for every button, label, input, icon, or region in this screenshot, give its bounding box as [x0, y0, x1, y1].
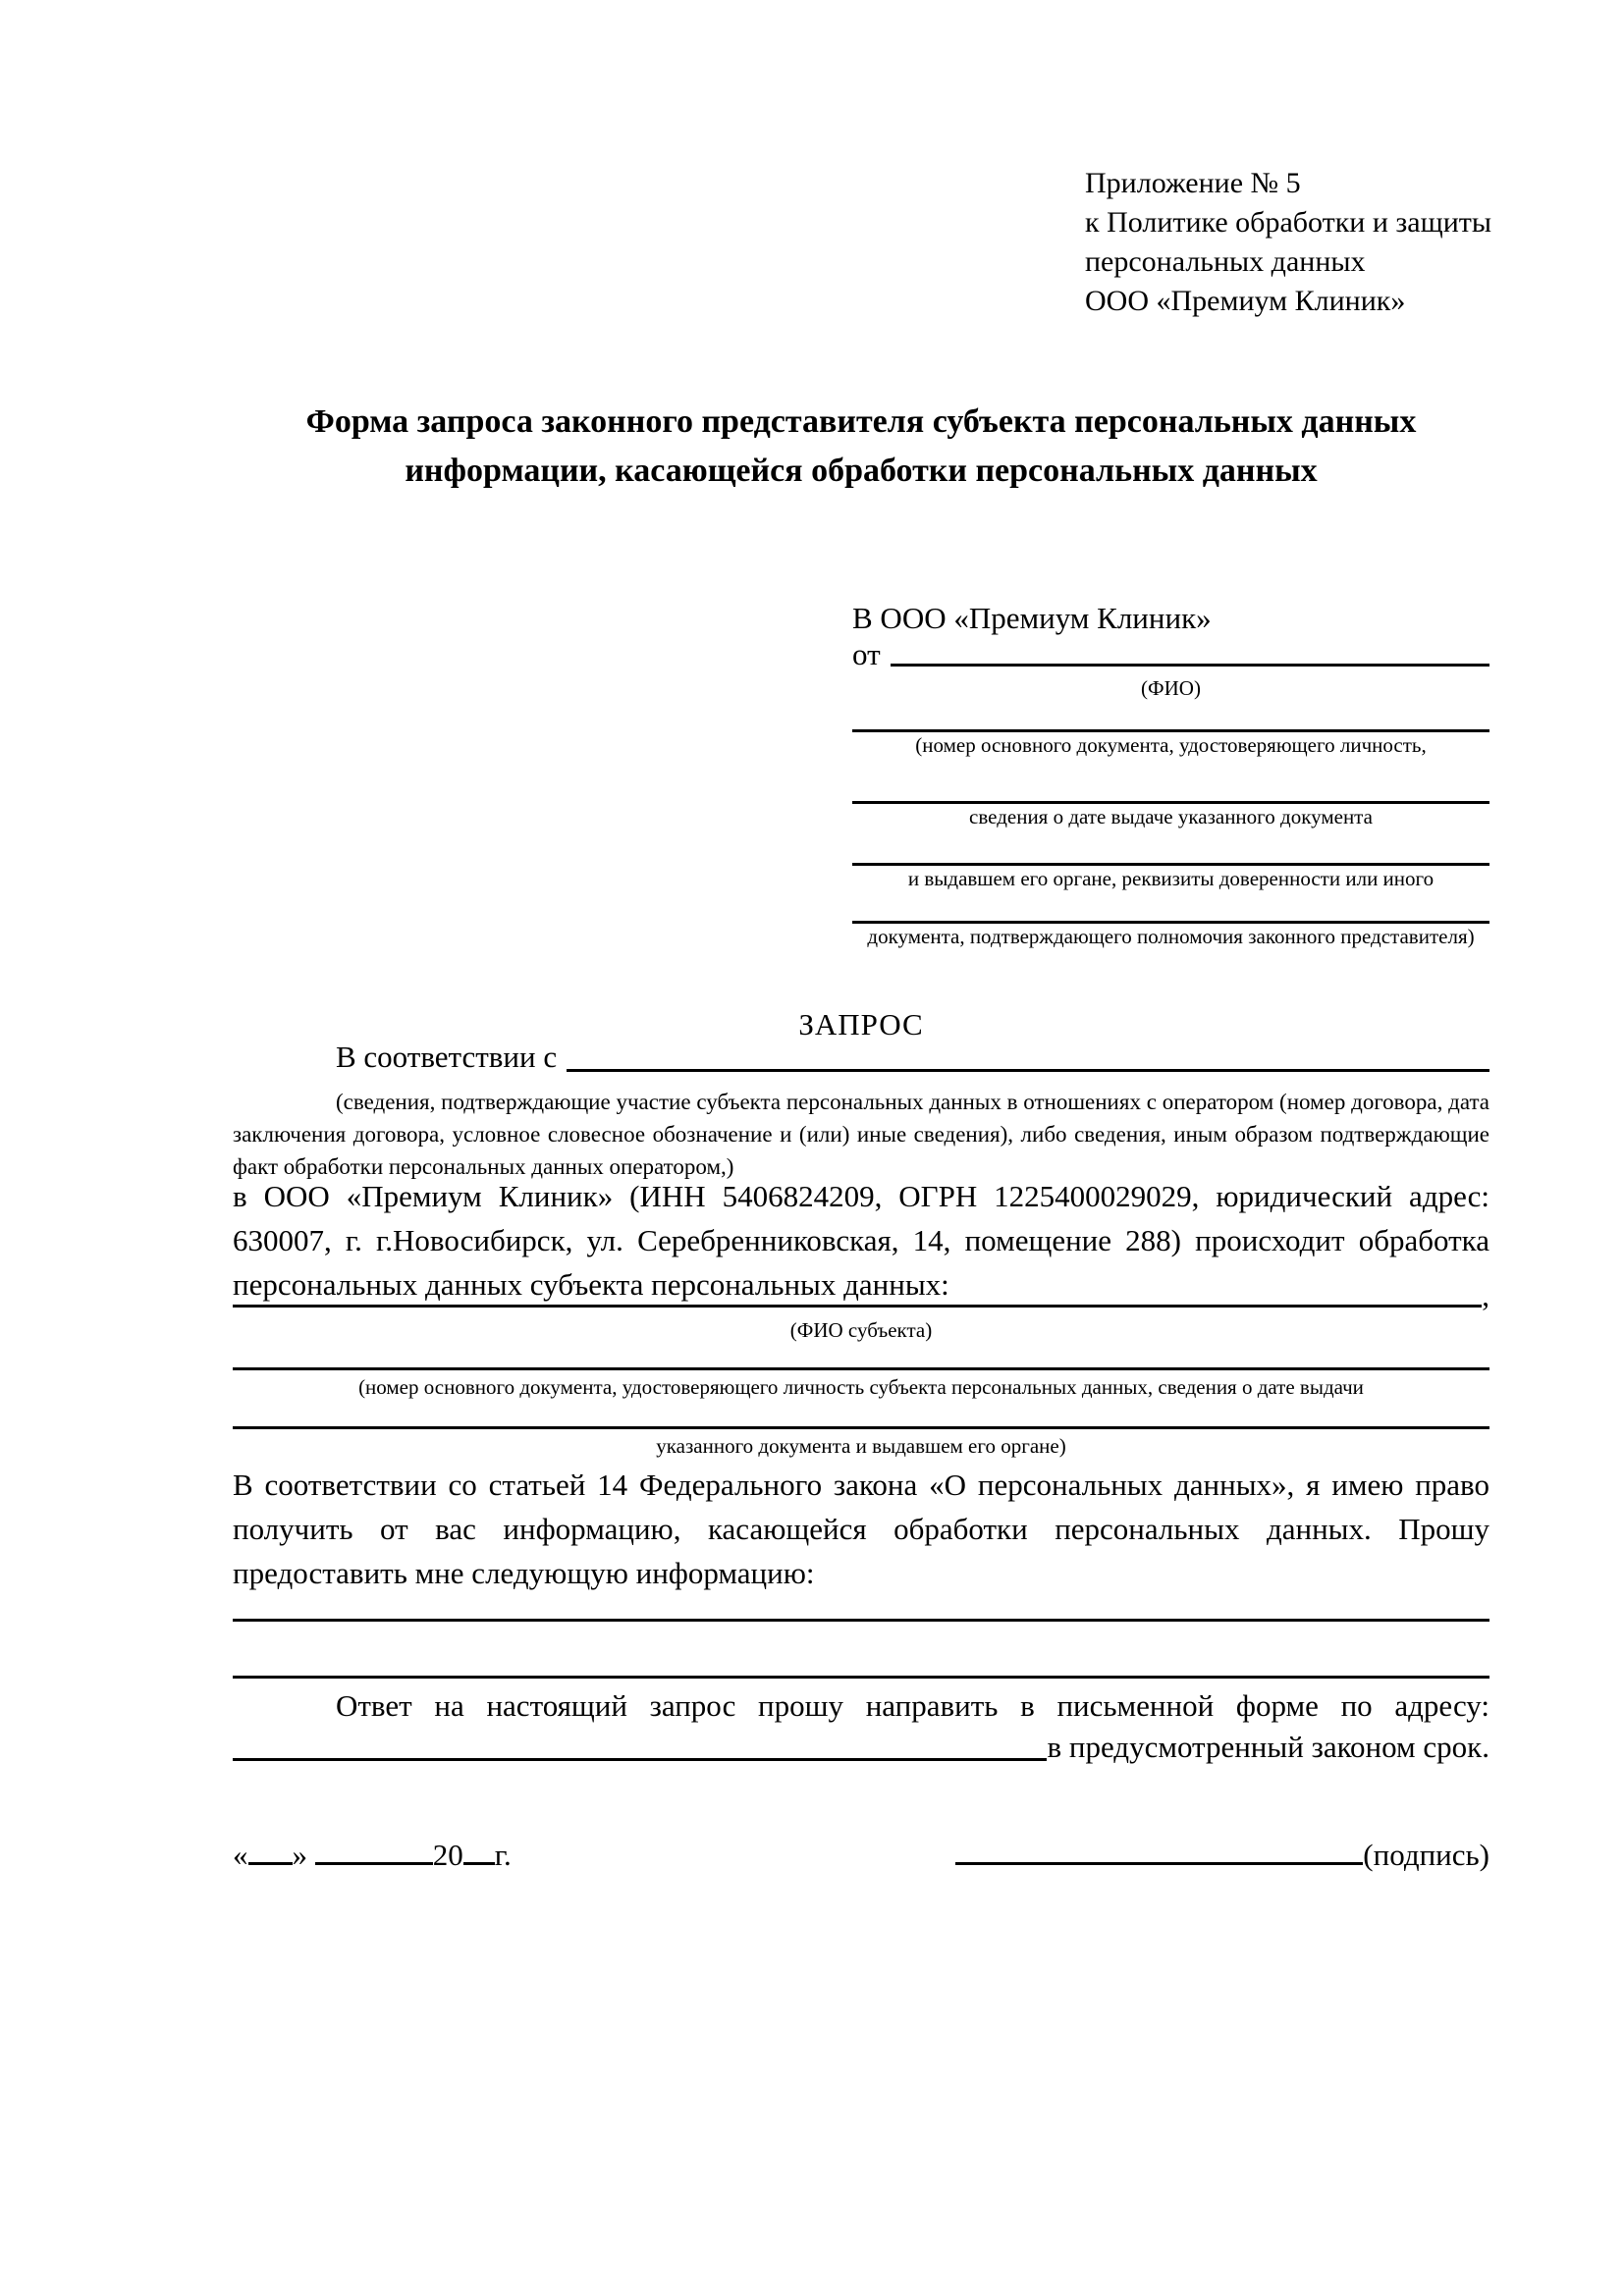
fill-line-document-number	[852, 701, 1489, 732]
caption-issue-date: сведения о дате выдаче указанного документа	[969, 805, 1373, 828]
close-quote: »	[292, 1838, 307, 1872]
caption-subject-fio: (ФИО субъекта)	[789, 1318, 933, 1342]
appendix-line: Приложение № 5	[1085, 167, 1301, 199]
form-title	[233, 398, 1489, 496]
signature-group	[955, 1834, 1489, 1877]
fill-line-signature	[955, 1862, 1363, 1865]
request-heading: ЗАПРОС	[798, 1007, 924, 1041]
appendix-line: к Политике обработки и защиты	[1085, 206, 1492, 239]
caption-authority-document: документа, подтверждающего полномочия законного представителя)	[867, 925, 1475, 948]
form-title-line: Форма запроса законного представителя субъекта персональных данных	[305, 403, 1417, 440]
trailing-comma: ,	[1482, 1278, 1489, 1312]
subject-name-row	[233, 1279, 1489, 1312]
reply-paragraph: Ответ на настоящий запрос прошу направить в письменной форме по адресу:	[336, 1688, 1489, 1723]
fill-line-day	[248, 1862, 293, 1865]
date-signature-row	[233, 1834, 1489, 1877]
appendix-note	[1085, 164, 1491, 321]
relation-basis-note: (сведения, подтверждающие участие субъекта персональных данных в отношениях с оператором (номер договора, дата заключения договора, условное словесное обозначение и (или) иные сведения), либо сведения, иным образом подтверждающие факт обработки персональных данных оператором,)	[233, 1090, 1489, 1179]
appendix-line: персональных данных	[1085, 245, 1366, 278]
addressee-block	[852, 599, 1489, 949]
open-quote: «	[233, 1838, 248, 1872]
reply-address-row	[233, 1728, 1489, 1767]
law-paragraph: В соответствии со статьей 14 Федерального закона «О персональных данных», я имею право получить от вас информацию, касающейся обработки персональных данных. Прошу предоставить мне следующую информацию:	[233, 1468, 1489, 1590]
fill-line-month	[315, 1862, 433, 1865]
from-row	[852, 638, 1489, 671]
form-title-line: информации, касающейся обработки персональных данных	[405, 453, 1318, 489]
fill-line-year	[463, 1862, 495, 1865]
fill-line-subject-document	[233, 1341, 1489, 1370]
caption-subject-document-2: указанного документа и выдавшем его органе)	[656, 1434, 1066, 1458]
caption-issuing-authority: и выдавшем его органе, реквизиты доверенности или иного	[907, 867, 1435, 890]
fill-line-issue-date	[852, 758, 1489, 804]
fill-line-subject-document-2	[233, 1400, 1489, 1429]
appendix-line: ООО «Премиум Клиник»	[1085, 285, 1406, 317]
year-suffix: г.	[494, 1838, 512, 1872]
fill-line-relation-basis	[567, 1037, 1489, 1072]
caption-fio: (ФИО)	[1141, 676, 1201, 700]
year-prefix: 20	[432, 1838, 463, 1872]
fill-line-requested-info-2	[233, 1643, 1489, 1679]
fill-line-subject-name	[233, 1305, 1482, 1308]
caption-document-number: (номер основного документа, удостоверяющего личность,	[915, 733, 1427, 757]
addressee-organization: В ООО «Премиум Клиник»	[852, 601, 1212, 635]
fill-line-issuing-authority	[852, 829, 1489, 866]
fill-line-reply-address	[233, 1758, 1047, 1761]
accordance-row	[233, 1037, 1489, 1078]
operator-paragraph: в ООО «Премиум Клиник» (ИНН 5406824209, ОГРН 1225400029029, юридический адрес: 630007, г. г.Новосибирск, ул. Серебренниковская, 14, помещение 288) происходит обработка персональных данных субъекта персональных данных:	[233, 1179, 1489, 1302]
caption-subject-document: (номер основного документа, удостоверяющего личность субъекта персональных данных, сведения о дате выдачи	[358, 1375, 1364, 1399]
accordance-label: В соответствии с	[336, 1040, 558, 1074]
fill-line-representative-name	[891, 638, 1489, 667]
fill-line-requested-info-1	[233, 1586, 1489, 1622]
fill-line-authority-document	[852, 891, 1489, 924]
date-group	[233, 1834, 512, 1877]
reply-tail-text: в предусмотренный законом срок.	[1047, 1730, 1489, 1764]
caption-signature: (подпись)	[1363, 1838, 1489, 1872]
from-label: от	[852, 637, 881, 671]
